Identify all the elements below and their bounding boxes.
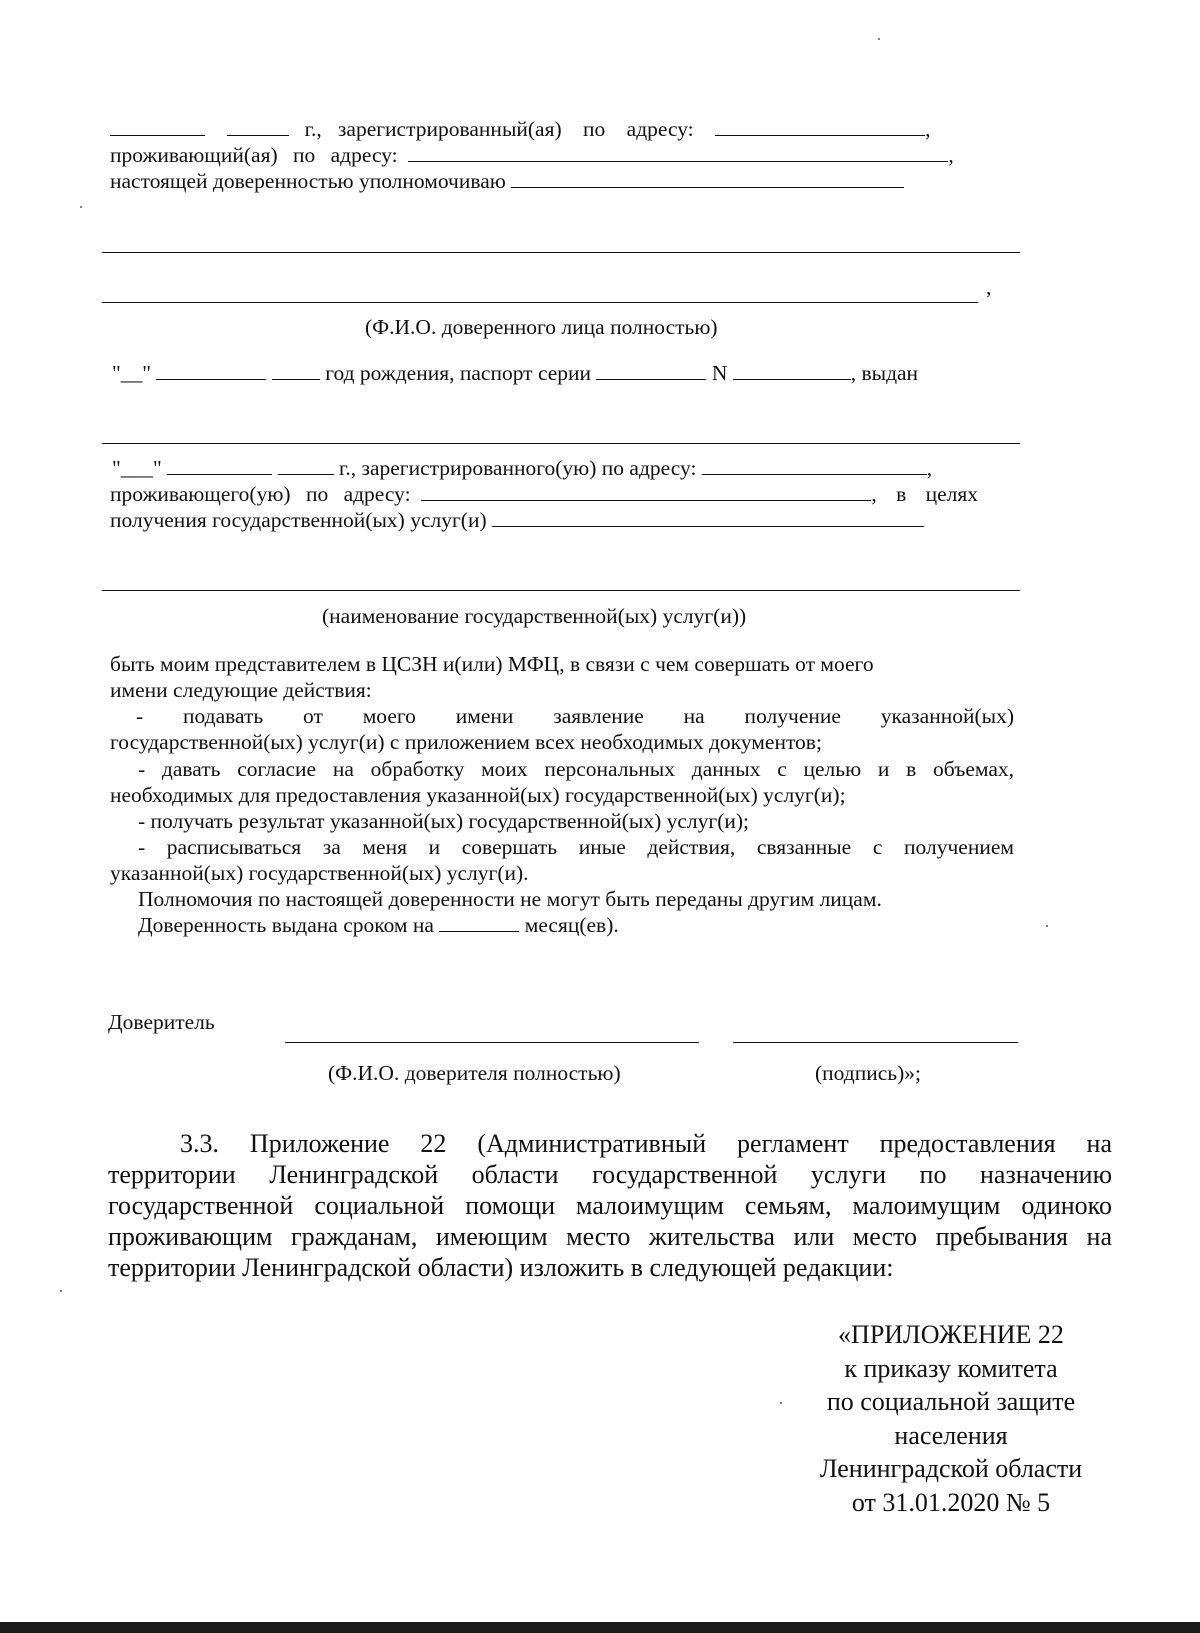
bullet-consent-cont: необходимых для предоставления указанной(ых) государственной(ых) услуг(и); xyxy=(110,783,846,807)
bullet-submit xyxy=(110,703,1014,729)
form-line-passport xyxy=(112,360,918,386)
blank-passport-number xyxy=(733,360,851,380)
passport-number-label: N xyxy=(711,361,728,385)
body-paragraph-3 xyxy=(138,912,619,938)
comma: , xyxy=(926,456,933,480)
blank-agent xyxy=(511,168,904,188)
bullet-submit-cont: государственной(ых) услуг(и) с приложением всех необходимых документов; xyxy=(110,730,822,754)
text: - подавать от моего имени заявление на получение указанной(ых) xyxy=(136,704,1014,728)
body-paragraph-2: Полномочия по настоящей доверенности не могут быть переданы другим лицам. xyxy=(138,887,882,911)
blank-principal-name xyxy=(285,1042,699,1043)
section-3-3-line-4 xyxy=(108,1221,1112,1252)
blank-agent-line-2 xyxy=(102,302,978,303)
caption-principal-name: (Ф.И.О. доверителя полностью) xyxy=(328,1061,621,1085)
blank-agent-line-1 xyxy=(102,252,1020,253)
caption-agent-name: (Ф.И.О. доверенного лица полностью) xyxy=(365,315,718,339)
living-label: проживающий(ая) по адресу: xyxy=(110,143,398,167)
registered-label: зарегистрированный(ая) по адресу: xyxy=(337,117,694,141)
caption-signature: (подпись)»; xyxy=(815,1061,921,1085)
blank-date xyxy=(110,116,205,136)
appendix-line-region: Ленинградской области xyxy=(819,1454,1083,1483)
term-unit: месяц(ев). xyxy=(524,913,619,937)
appendix-title: «ПРИЛОЖЕНИЕ 22 xyxy=(838,1320,1064,1349)
caption-service-name: (наименование государственной(ых) услуг(и)) xyxy=(322,604,747,628)
term-label: Доверенность выдана сроком на xyxy=(138,913,434,937)
blank-issue-month xyxy=(167,455,272,475)
scan-speck xyxy=(60,1290,62,1292)
bullet-receive: - получать результат указанной(ых) государственной(ых) услуг(и); xyxy=(138,809,750,833)
scan-edge-bar xyxy=(0,1622,1200,1633)
text: быть моим представителем в ЦСЗН и(или) МФЦ, в связи с чем совершать от моего xyxy=(110,652,874,676)
blank-address xyxy=(715,116,925,136)
agent-registered-label: г., зарегистрированного(ую) по адресу: xyxy=(338,456,697,480)
section-3-3-line-3 xyxy=(108,1190,1112,1221)
purpose-label: , в целях xyxy=(871,482,979,506)
issued-label: , выдан xyxy=(850,361,919,385)
text: проживающим гражданам, имеющим место жительства или место пребывания на xyxy=(108,1222,1112,1251)
text: государственной социальной помощи малоимущим семьям, малоимущим одиноко xyxy=(108,1191,1112,1220)
form-line-living xyxy=(110,142,954,168)
blank-passport-series xyxy=(596,360,706,380)
appendix-line-population: населения xyxy=(894,1420,1008,1450)
blank-issued-by xyxy=(102,443,1020,444)
section-3-3-line-5: территории Ленинградской области) изложить в следующей редакции: xyxy=(108,1253,894,1282)
service-label: получения государственной(ых) услуг(и) xyxy=(110,508,487,532)
blank-principal-signature xyxy=(733,1042,1018,1043)
comma: , xyxy=(986,275,992,299)
section-3-3-line-2 xyxy=(108,1159,1112,1190)
day-quote: "___" xyxy=(112,456,162,480)
agent-living-label: проживающего(ую) по адресу: xyxy=(110,482,411,506)
appendix-line-date: от 31.01.2020 № 5 xyxy=(851,1487,1051,1517)
blank-agent-living-address xyxy=(421,481,871,501)
bullet-sign: - расписываться за меня и совершать иные действия, связанные с получением xyxy=(138,835,1014,859)
comma: , xyxy=(948,143,954,167)
form-line-registered xyxy=(110,116,931,142)
scan-speck xyxy=(1046,925,1048,927)
blank-birth-month xyxy=(156,360,266,380)
text: территории Ленинградской области государственной услуги по назначению xyxy=(108,1160,1112,1189)
blank-living-address xyxy=(408,142,948,162)
blank-issue-year xyxy=(278,455,334,475)
bullet-sign-cont: указанной(ых) государственной(ых) услуг(и). xyxy=(110,861,529,885)
appendix-line-order: к приказу комитета xyxy=(844,1353,1058,1383)
form-line-service xyxy=(110,507,924,533)
form-line-agent-living xyxy=(110,481,978,507)
scan-speck xyxy=(780,1402,782,1404)
birth-label: год рождения, паспорт серии xyxy=(325,361,592,385)
blank-service-line xyxy=(102,590,1020,591)
comma: , xyxy=(925,117,931,141)
blank-year xyxy=(227,116,289,136)
appendix-header xyxy=(806,1318,1096,1519)
text: 3.3. Приложение 22 (Административный регламент предоставления на xyxy=(180,1129,1112,1158)
authorize-label: настоящей доверенностью уполномочиваю xyxy=(110,169,506,193)
body-paragraph-1-cont: имени следующие действия: xyxy=(110,678,372,702)
day-quote: "__" xyxy=(112,361,152,385)
blank-service xyxy=(492,507,924,527)
form-line-authorize xyxy=(110,168,904,194)
bullet-consent: - давать согласие на обработку моих персональных данных с целью и в объемах, xyxy=(138,757,1014,781)
year-abbrev: г., xyxy=(304,117,322,141)
appendix-line-committee: по социальной защите xyxy=(826,1387,1076,1416)
form-line-agent-registered xyxy=(112,455,932,481)
blank-agent-address xyxy=(702,455,927,475)
body-paragraph-1 xyxy=(110,651,1014,677)
scan-speck xyxy=(878,38,880,40)
principal-label: Доверитель xyxy=(108,1010,215,1034)
blank-birth-year xyxy=(272,360,320,380)
blank-term xyxy=(439,912,519,932)
section-3-3-line-1 xyxy=(180,1128,1112,1159)
scan-speck xyxy=(80,206,82,208)
